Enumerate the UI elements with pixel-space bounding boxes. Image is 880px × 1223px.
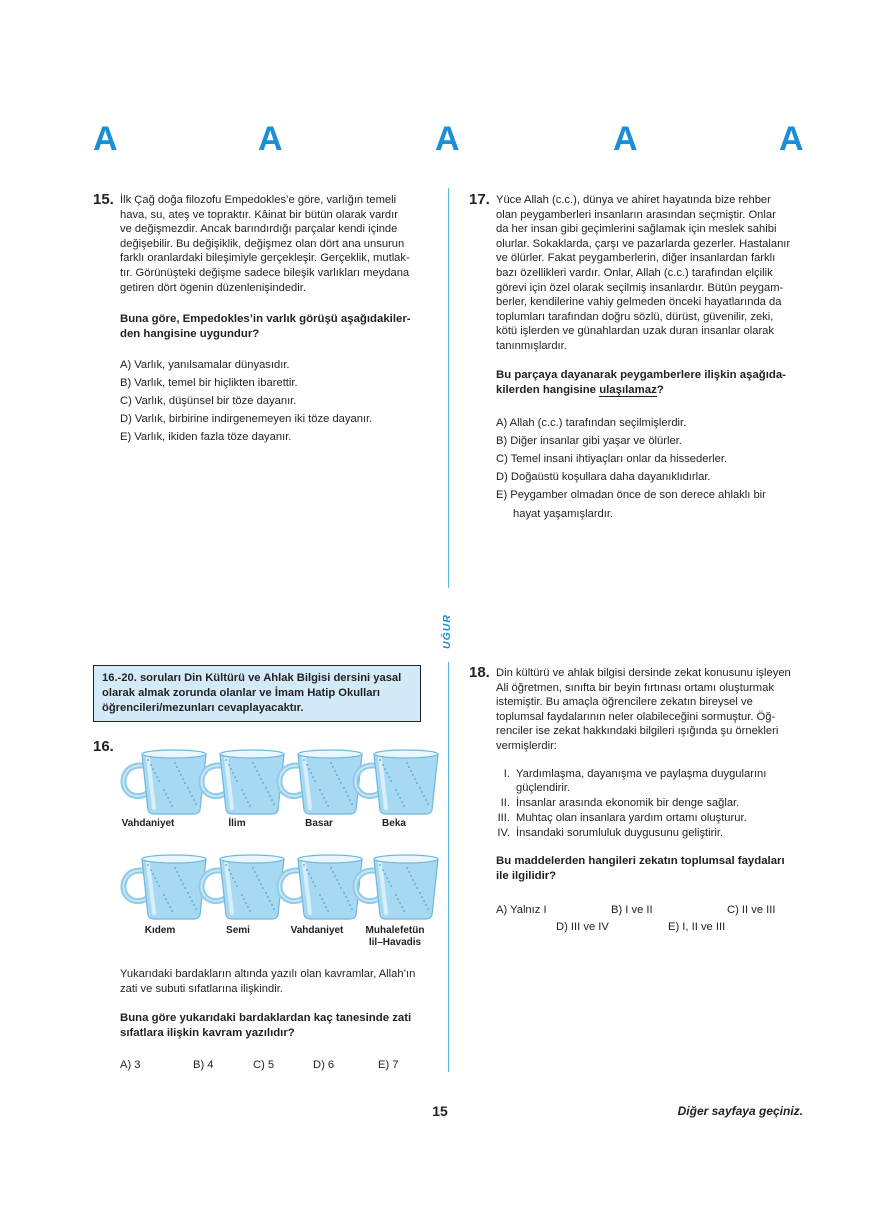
answer-option[interactable]: A) Varlık, yanılsamalar dünyasıdır.	[120, 359, 290, 371]
info-line: 16.-20. soruları Din Kültürü ve Ahlak Bilgisi dersini yasal	[102, 672, 402, 684]
info-line: olarak almak zorunda olanlar ve İmam Hatip Okulları	[102, 687, 380, 699]
question-prompt	[496, 854, 806, 884]
cup-label: Vahdaniyet	[290, 925, 344, 936]
item-line: güçlendirir.	[516, 782, 571, 794]
answer-option[interactable]: A) 3	[120, 1059, 141, 1071]
item-text	[516, 767, 796, 795]
text-line: kötü işlerden ve günahlardan uzak duran insanlar olarak	[496, 325, 774, 338]
prompt-text: ?	[656, 384, 664, 396]
list-item	[486, 826, 806, 840]
booklet-letter: A	[258, 120, 283, 158]
answer-option[interactable]: A) Allah (c.c.) tarafından seçilmişlerdir.	[496, 417, 687, 429]
prompt-line: Buna göre, Empedokles’in varlık görüşü aşağıdakiler-	[120, 313, 411, 325]
answer-option[interactable]: D) III ve IV	[556, 921, 609, 933]
brand-label: UĞUR	[441, 614, 453, 650]
cup-label: Beka	[382, 818, 406, 829]
question-text	[496, 666, 802, 754]
question-text	[496, 193, 802, 354]
list-item	[486, 767, 806, 797]
text-line: toplumsal faydalarının neler olabileceğini sormuştur. Öğ-	[496, 710, 776, 723]
prompt-line: Bu maddelerden hangileri zekatın toplumsal faydaları	[496, 855, 785, 867]
text-line: farklı oranlardaki bileşimiyle gerçekleşir. Gerçeklik, mutlak-	[120, 252, 410, 265]
item-text: Muhtaç olan insanlara yardım ortamı oluşturur.	[516, 812, 747, 824]
question-text	[120, 193, 428, 295]
cup-label: Kıdem	[144, 925, 176, 936]
text-line: hava, su, ateş ve topraktır. Kâinat bir bütün olarak vardır	[120, 208, 398, 221]
question-prompt	[120, 312, 430, 342]
text-line: bazı özellikleri vardır. Onlar, Allah (c.c.) tarafından elçilik	[496, 266, 773, 279]
question-prompt	[120, 1011, 430, 1041]
cup-label: Vahdaniyet	[121, 818, 175, 829]
prompt-line: sıfatlara ilişkin kavram yazılıdır?	[120, 1027, 295, 1039]
answer-option[interactable]: C) Varlık, düşünsel bir töze dayanır.	[120, 395, 297, 407]
text-line: ve ölürler. Fakat peygamberlerin, diğer insanlardan farklı	[496, 252, 776, 265]
answer-option-continued: hayat yaşamışlardır.	[513, 508, 614, 520]
text-line: Ali öğretmen, sınıfta bir beyin fırtınası ortamı oluşturmak	[496, 681, 774, 694]
prompt-line: den hangisine uygundur?	[120, 328, 260, 340]
text-line: zati ve subuti sıfatlarına ilişkindir.	[120, 982, 283, 995]
cup-label: Semi	[226, 925, 250, 936]
text-line: Din kültürü ve ahlak bilgisi dersinde zekat konusunu işleyen	[496, 667, 791, 679]
column-divider	[448, 188, 449, 588]
booklet-letter: A	[779, 120, 804, 158]
question-number: 16.	[93, 738, 114, 755]
text-line: vermişlerdir:	[496, 739, 557, 752]
cup-label-line: Muhalefetün	[365, 925, 425, 936]
text-line: da her insan gibi geçimlerini sağlamak için meslek sahibi	[496, 223, 777, 236]
answer-option[interactable]: C) 5	[253, 1059, 275, 1071]
list-item	[486, 796, 806, 810]
item-line: Yardımlaşma, dayanışma ve paylaşma duygularını	[516, 768, 767, 780]
cup-illustration	[350, 853, 446, 921]
text-line: istemiştir. Bu amaçla öğrencilere zekatın bireysel ve	[496, 696, 753, 709]
question-text	[120, 967, 430, 996]
info-box	[93, 665, 421, 722]
cup-label: İlim	[228, 818, 246, 829]
answer-option[interactable]: D) 6	[313, 1059, 335, 1071]
text-line: olurlar. Sokaklarda, çarşı ve pazarlarda gezerler. Hastalanır	[496, 237, 791, 250]
list-item	[486, 811, 806, 825]
prompt-line: Buna göre yukarıdaki bardaklardan kaç tanesinde zati	[120, 1012, 412, 1024]
question-number: 15.	[93, 191, 114, 208]
answer-option[interactable]: E) Peygamber olmadan önce de son derece ahlaklı bir	[496, 489, 766, 501]
question-prompt	[496, 368, 806, 398]
prompt-line: ile ilgilidir?	[496, 870, 557, 882]
cup-illustration	[350, 748, 446, 816]
info-line: öğrencileri/mezunları cevaplayacaktır.	[102, 702, 304, 714]
prompt-text: kilerden hangisine	[496, 384, 600, 396]
question-number: 17.	[469, 191, 490, 208]
booklet-letter: A	[613, 120, 638, 158]
column-divider	[448, 662, 449, 1072]
answer-option[interactable]: D) Doğaüstü koşullara daha dayanıklıdırlar.	[496, 471, 711, 483]
cup-label-line: lil–Havadis	[368, 937, 422, 948]
text-line: görevi için özel olarak seçilmiş insanlardır. Bütün peygam-	[496, 281, 784, 294]
booklet-letter: A	[93, 120, 118, 158]
answer-option[interactable]: B) Varlık, temel bir hiçlikten ibarettir.	[120, 377, 298, 389]
answer-option[interactable]: E) I, II ve III	[668, 921, 726, 933]
text-line: renciler ise zekat hakkındaki bilgileri ışığında şu örnekleri	[496, 725, 779, 738]
text-line: Yukarıdaki bardakların altında yazılı olan kavramlar, Allah’ın	[120, 968, 416, 980]
prompt-line	[496, 383, 806, 398]
text-line: tanınmışlardır.	[496, 339, 567, 352]
answer-option[interactable]: B) 4	[193, 1059, 214, 1071]
item-text: İnsandaki sorumluluk duygusunu geliştirir.	[516, 827, 724, 839]
text-line: ve değişmezdir. Ancak barındırdığı parçalar kendi içinde	[120, 223, 398, 236]
text-line: getiren dört ögenin düzenlenişindedir.	[120, 281, 306, 294]
text-line: Yüce Allah (c.c.), dünya ve ahiret hayatında bize rehber	[496, 194, 771, 206]
text-line: olan peygamberleri insanların arasından seçmiştir. Onlar	[496, 208, 776, 221]
answer-option[interactable]: E) Varlık, ikiden fazla töze dayanır.	[120, 431, 292, 443]
cup-label	[350, 925, 440, 949]
page-number: 15	[432, 1103, 448, 1119]
answer-option[interactable]: D) Varlık, birbirine indirgenemeyen iki töze dayanır.	[120, 413, 373, 425]
answer-option[interactable]: C) Temel insani ihtiyaçları onlar da hissederler.	[496, 453, 728, 465]
underlined-keyword: ulaşılamaz	[599, 384, 657, 396]
item-numeral: I.	[503, 768, 510, 780]
question-number: 18.	[469, 664, 490, 681]
prompt-line: Bu parçaya dayanarak peygamberlere ilişkin aşağıda-	[496, 369, 786, 381]
answer-option[interactable]: E) 7	[378, 1059, 399, 1071]
text-line: değişebilir. Bu değişiklik, değişmez olan dört ana unsurun	[120, 237, 405, 250]
answer-option[interactable]: B) Diğer insanlar gibi yaşar ve ölürler.	[496, 435, 682, 447]
answer-option[interactable]: C) II ve III	[727, 904, 776, 916]
item-numeral: III.	[497, 812, 510, 824]
cup-label: Basar	[305, 818, 333, 829]
item-text: İnsanlar arasında ekonomik bir denge sağlar.	[516, 797, 740, 809]
item-numeral: IV.	[497, 827, 510, 839]
item-numeral: II.	[500, 797, 510, 809]
answer-option[interactable]: A) Yalnız I	[496, 904, 547, 916]
text-line: tır. Görünüşteki değişme sadece bileşik varlıkları meydana	[120, 266, 410, 279]
booklet-letter: A	[435, 120, 460, 158]
next-page-note: Diğer sayfaya geçiniz.	[677, 1104, 803, 1118]
answer-option[interactable]: B) I ve II	[611, 904, 653, 916]
text-line: toplumları tarafından doğru sözlü, dürüst, güvenilir, zeki,	[496, 310, 774, 323]
text-line: berler, kendilerine vahiy gelmeden önceki hayatlarında da	[496, 296, 782, 309]
text-line: İlk Çağ doğa filozofu Empedokles’e göre, varlığın temeli	[120, 194, 397, 206]
